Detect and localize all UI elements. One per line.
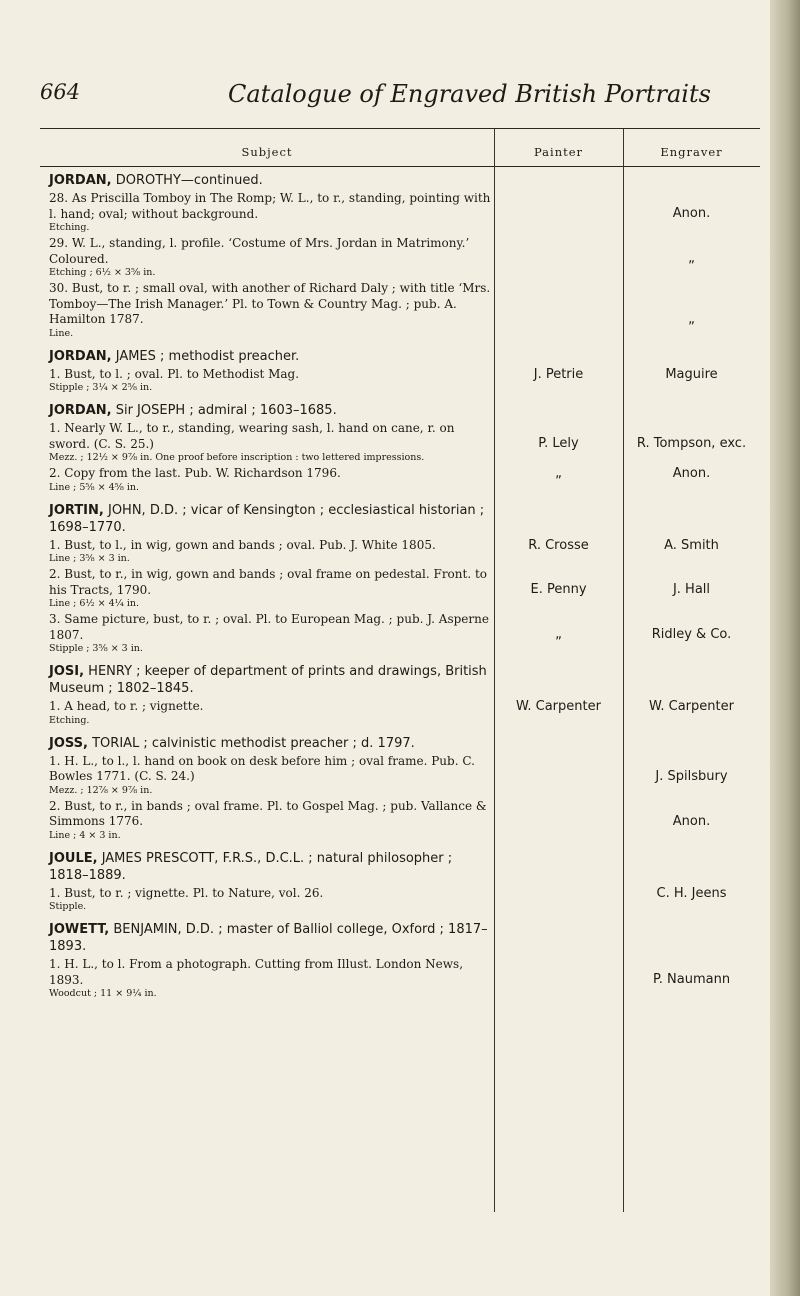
entry-heading [49, 502, 491, 536]
item-technique: Etching. [49, 714, 90, 726]
item-technique: Stipple ; 3¼ × 2⅝ in. [49, 382, 153, 393]
sitter-description: JAMES ; methodist preacher. [115, 348, 300, 364]
sitter-name: JOSI, [49, 664, 85, 679]
item-description: 28. As Priscilla Tomboy in The Romp; W. L., to r., standing, pointing with l. hand; oval; without background. [49, 191, 491, 221]
sitter-name: JOWETT, [49, 922, 110, 937]
portrait-item [49, 367, 491, 395]
catalogue-entry [49, 402, 491, 494]
catalogue-entry [49, 850, 491, 914]
painter-credit: „ [555, 627, 562, 642]
portrait-item [49, 957, 491, 1000]
painter-credit: J. Petrie [533, 366, 584, 382]
sitter-name: JOSS, [49, 735, 88, 751]
item-description: 2. Copy from the last. Pub. W. Richardson 1796. [49, 466, 341, 480]
catalogue-entry [49, 348, 491, 395]
item-description: 1. Nearly W. L., to r., standing, wearing sash, l. hand on cane, r. on sword. (C. S. 25.) [49, 421, 455, 451]
page-edge [770, 0, 800, 1296]
entry-heading [49, 850, 491, 884]
top-rule [40, 128, 760, 129]
engraver-credit: C. H. Jeens [656, 885, 727, 901]
entry-heading [49, 735, 491, 752]
portrait-item [49, 799, 491, 842]
portrait-item [49, 538, 491, 566]
column-divider-2 [623, 129, 624, 1212]
portrait-item [49, 754, 491, 797]
catalogue-entry [49, 735, 491, 842]
item-description: 29. W. L., standing, l. profile. ‘Costume of Mrs. Jordan in Matrimony.’ Coloured. [49, 236, 470, 266]
painter-credit: E. Penny [530, 582, 587, 597]
entry-heading [49, 921, 491, 955]
column-divider-1 [494, 129, 495, 1212]
sitter-name: JORDAN, [49, 348, 112, 364]
item-technique: Etching ; 6½ × 3⅝ in. [49, 267, 156, 278]
sitter-description: TORIAL ; calvinistic methodist preacher ; d. 1797. [92, 735, 415, 751]
portrait-item [49, 421, 491, 464]
item-description: 1. H. L., to l. From a photograph. Cutting from Illust. London News, 1893. [49, 957, 464, 987]
sitter-description: JAMES PRESCOTT, F.R.S., D.C.L. ; natural philosopher ; 1818–1889. [49, 850, 453, 883]
sitter-description: BENJAMIN, D.D. ; master of Balliol college, Oxford ; 1817–1893. [49, 922, 488, 954]
column-header-painter: Painter [533, 145, 584, 159]
engraver-credit: Anon. [672, 206, 711, 221]
item-description: 2. Bust, to r., in bands ; oval frame. Pl. to Gospel Mag. ; pub. Vallance & Simmons 1776. [49, 798, 487, 828]
item-description: 1. Bust, to l. ; oval. Pl. to Methodist Mag. [49, 366, 300, 381]
item-description: 1. Bust, to r. ; vignette. Pl. to Nature, vol. 26. [49, 885, 324, 900]
item-description: 3. Same picture, bust, to r. ; oval. Pl. to European Mag. ; pub. J. Asperne 1807. [49, 612, 489, 642]
item-technique: Line ; 6½ × 4¼ in. [49, 598, 140, 609]
engraver-credit: Maguire [665, 366, 718, 382]
item-technique: Stipple ; 3⅝ × 3 in. [49, 643, 143, 654]
header-rule [40, 166, 760, 167]
painter-credit: P. Lely [538, 436, 579, 451]
item-technique: Line. [49, 327, 74, 339]
sitter-name: JOULE, [49, 850, 98, 866]
entry-heading [49, 663, 491, 697]
item-description: 1. Bust, to l., in wig, gown and bands ; oval. Pub. J. White 1805. [49, 537, 436, 552]
sitter-name: JORDAN, [49, 403, 112, 418]
entry-heading [49, 402, 491, 419]
portrait-item [49, 466, 491, 494]
engraver-credit: Ridley & Co. [651, 627, 732, 642]
entry-heading [49, 172, 491, 189]
item-description: 1. A head, to r. ; vignette. [49, 699, 204, 713]
sitter-description: DOROTHY—continued. [115, 173, 263, 188]
item-technique: Mezz. ; 12⅞ × 9⅞ in. [49, 784, 153, 796]
item-technique: Woodcut ; 11 × 9¼ in. [49, 988, 157, 999]
page-title: Catalogue of Engraved British Portraits [228, 80, 711, 108]
engraver-credit: W. Carpenter [649, 699, 734, 714]
catalogue-entry [49, 663, 491, 727]
catalogue-entry [49, 172, 491, 340]
sitter-name: JORDAN, [49, 173, 112, 188]
page-number: 664 [40, 80, 81, 104]
item-description: 1. H. L., to l., l. hand on book on desk before him ; oval frame. Pub. C. Bowles 1771. (C. S. 24.) [49, 753, 475, 783]
painter-credit: W. Carpenter [516, 699, 601, 714]
column-header-engraver: Engraver [660, 145, 723, 159]
item-description: 30. Bust, to r. ; small oval, with another of Richard Daly ; with title ‘Mrs. Tomboy—The Irish Manager.’ Pl. to Town & Country Mag. ; pub. A. Hamilton 1787. [49, 281, 491, 326]
item-technique: Line ; 4 × 3 in. [49, 829, 121, 841]
engraver-credit: R. Tompson, exc. [636, 436, 747, 451]
engraver-credit: Anon. [672, 466, 711, 481]
sitter-name: JORTIN, [49, 502, 104, 518]
engraver-credit: J. Hall [672, 582, 711, 597]
item-technique: Etching. [49, 222, 90, 233]
portrait-item [49, 281, 491, 340]
sitter-description: HENRY ; keeper of department of prints and drawings, British Museum ; 1802–1845. [49, 664, 487, 696]
item-technique: Line ; 5⅝ × 4⅝ in. [49, 481, 140, 493]
engraver-credit: P. Naumann [652, 972, 731, 987]
item-technique: Line ; 3⅝ × 3 in. [49, 553, 130, 564]
engraver-credit: „ [688, 251, 695, 266]
painter-credit: „ [555, 466, 562, 481]
portrait-item [49, 699, 491, 727]
item-description: 2. Bust, to r., in wig, gown and bands ; oval frame on pedestal. Front. to his Tracts, 1790. [49, 567, 488, 597]
portrait-item [49, 236, 491, 279]
engraver-credit: A. Smith [664, 537, 719, 553]
engraver-credit: „ [688, 311, 695, 327]
portrait-item [49, 191, 491, 234]
catalogue-entry [49, 502, 491, 656]
engraver-credit: Anon. [672, 813, 711, 829]
portrait-item [49, 612, 491, 655]
running-head [40, 80, 760, 114]
sitter-description: JOHN, D.D. ; vicar of Kensington ; ecclesiastical historian ; 1698–1770. [49, 502, 485, 535]
column-header-subject: Subject [241, 145, 293, 159]
engraver-credit: J. Spilsbury [655, 768, 728, 784]
catalogue-entry [49, 921, 491, 1000]
portrait-item [49, 886, 491, 914]
item-technique: Stipple. [49, 901, 87, 912]
entry-heading [49, 348, 491, 365]
portrait-item [49, 567, 491, 610]
item-technique: Mezz. ; 12½ × 9⅞ in. One proof before inscription : two lettered impressions. [49, 452, 425, 463]
painter-credit: R. Crosse [528, 537, 589, 553]
sitter-description: Sir JOSEPH ; admiral ; 1603–1685. [115, 403, 337, 418]
subject-column [49, 172, 491, 1000]
